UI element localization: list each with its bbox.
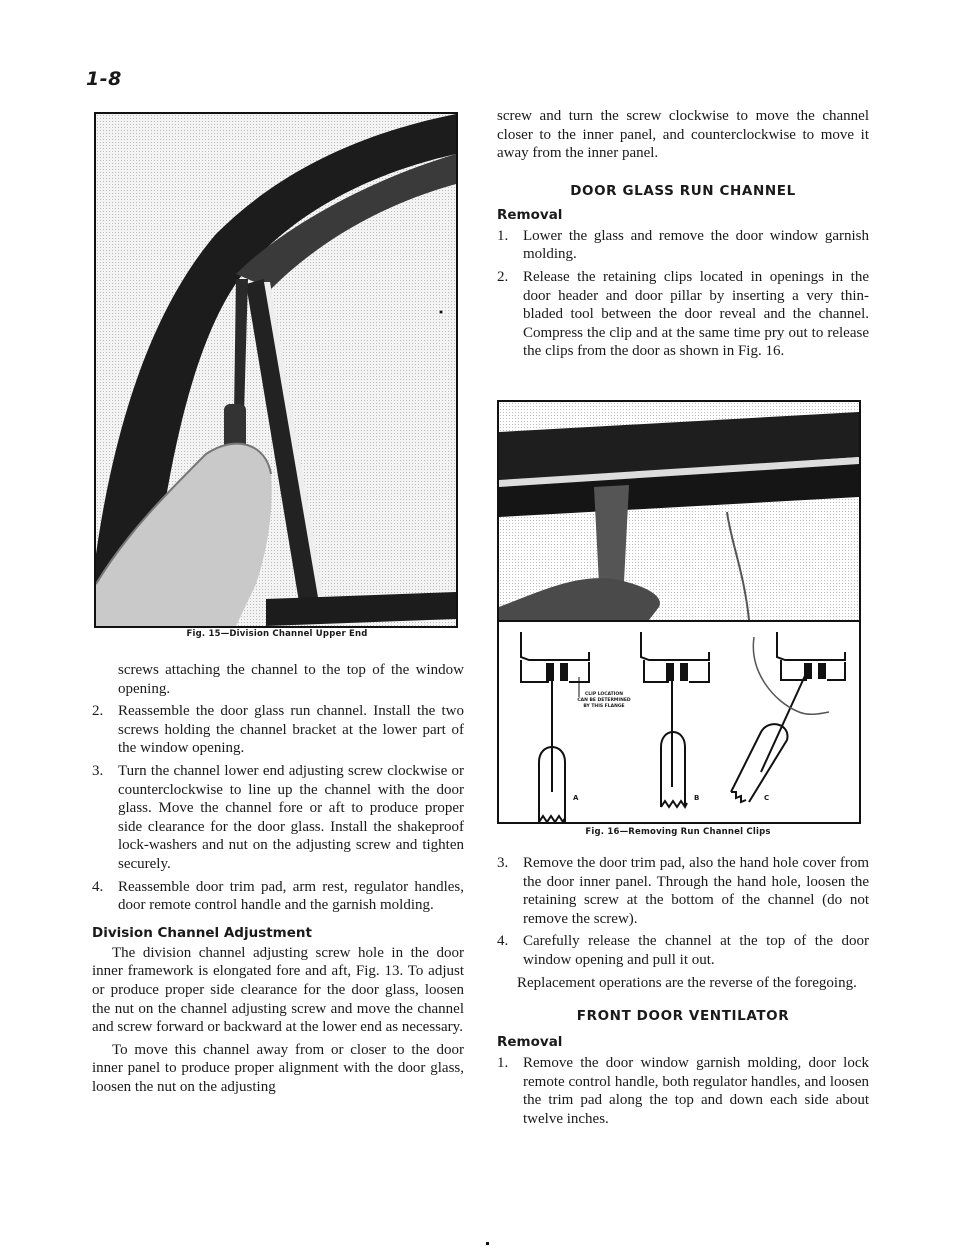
ventilator-removal-steps [497,1054,869,1128]
right-top-body [497,107,869,365]
figure-16 [497,400,861,824]
page-mark [486,1242,489,1245]
list-item: 2. Reassemble the door glass run channel. Install the two screws holding the channel bracket at the lower part of the window opening. [92,703,464,757]
removal-steps-b [497,854,869,970]
thin-blade-tool [594,485,629,584]
figure-16-photo [499,402,859,620]
section-title-door-glass-run-channel: DOOR GLASS RUN CHANNEL [570,182,796,199]
panel-label-a: A [573,794,579,802]
list-item: 4. Reassemble door trim pad, arm rest, regulator handles, door remote control handle and the garnish molding. [92,878,464,914]
diagram-c [731,632,845,802]
removal-steps-a [497,227,869,361]
removal-subheading: Removal [497,206,563,223]
list-item: 2. Release the retaining clips located in openings in the door header and door pillar by inserting a very thin-bladed tool between the door reveal and the channel. Compress the clip and at the same time pry out to release the clips from the door as shown in Fig. 16. [497,268,869,360]
list-item: 3. Remove the door trim pad, also the hand hole cover from the door inner panel. Through the hand hole, loosen the retaining screw at the bottom of the channel (do not remove the screw). [497,855,869,927]
clip-diagrams [499,622,859,822]
figure-15-caption: Fig. 15—Division Channel Upper End [186,629,368,639]
list-item: 3. Turn the channel lower end adjusting screw clockwise or counterclockwise to line up the channel with the door glass. Move the channel fore or aft to produce proper side clearance for the door glass. Install the shakeproof lock-washers and nut on the adjusting screw and tighten securely. [92,762,464,872]
page-number: 1-8 [86,68,122,90]
continuation-paragraph-right: screw and turn the screw clockwise to move the channel closer to the inner panel, and counterclockwise to move it away from the inner panel. [497,108,869,162]
hand-fingers [499,578,660,620]
clip-location-callout: CLIP LOCATION CAN BE DETERMINED BY THIS FLANGE [577,692,631,709]
diagram-a [521,632,589,822]
figure-16-caption: Fig. 16—Removing Run Channel Clips [585,827,771,837]
screwdriver-shaft [234,279,248,414]
diagram-b [641,632,709,807]
panel-label-b: B [694,794,700,802]
panel-label-c: C [764,794,770,802]
ventilator-removal-subheading: Removal [497,1034,563,1051]
list-item: 4. Carefully release the channel at the top of the door window opening and pull it out. [497,933,869,968]
division-paragraph-2: To move this channel away from or closer to the door inner panel to produce proper alignment with the door glass, loosen the nut on the adjusting [92,1041,464,1095]
section-title-front-door-ventilator: FRONT DOOR VENTILATOR [576,1008,790,1025]
list-item: 1. Remove the door window garnish molding, door lock remote control handle, both regulator handles, and loosen the trim pad along the top and down each side about twelve inches. [497,1055,869,1127]
figure-15-photo [94,112,458,628]
right-bottom-body [497,854,869,1133]
continuation-paragraph: screws attaching the channel to the top of the window opening. [118,662,464,697]
reassembly-steps [92,702,464,915]
division-channel-heading: Division Channel Adjustment [92,924,312,941]
replacement-paragraph: Replacement operations are the reverse of the foregoing. [517,974,857,991]
left-body [92,661,464,1096]
list-item: 1. Lower the glass and remove the door window garnish molding. [497,227,869,263]
window-sill [266,592,456,626]
division-paragraph-1: The division channel adjusting screw hole in the door inner framework is elongated fore and aft, Fig. 13. To adjust or produce proper side clearance for the door glass, loosen the nut on the channel adjusting screw and move the channel and screw forward or backward at the lower end as necessary. [92,944,464,1036]
door-frame-photo-illustration [96,114,456,626]
